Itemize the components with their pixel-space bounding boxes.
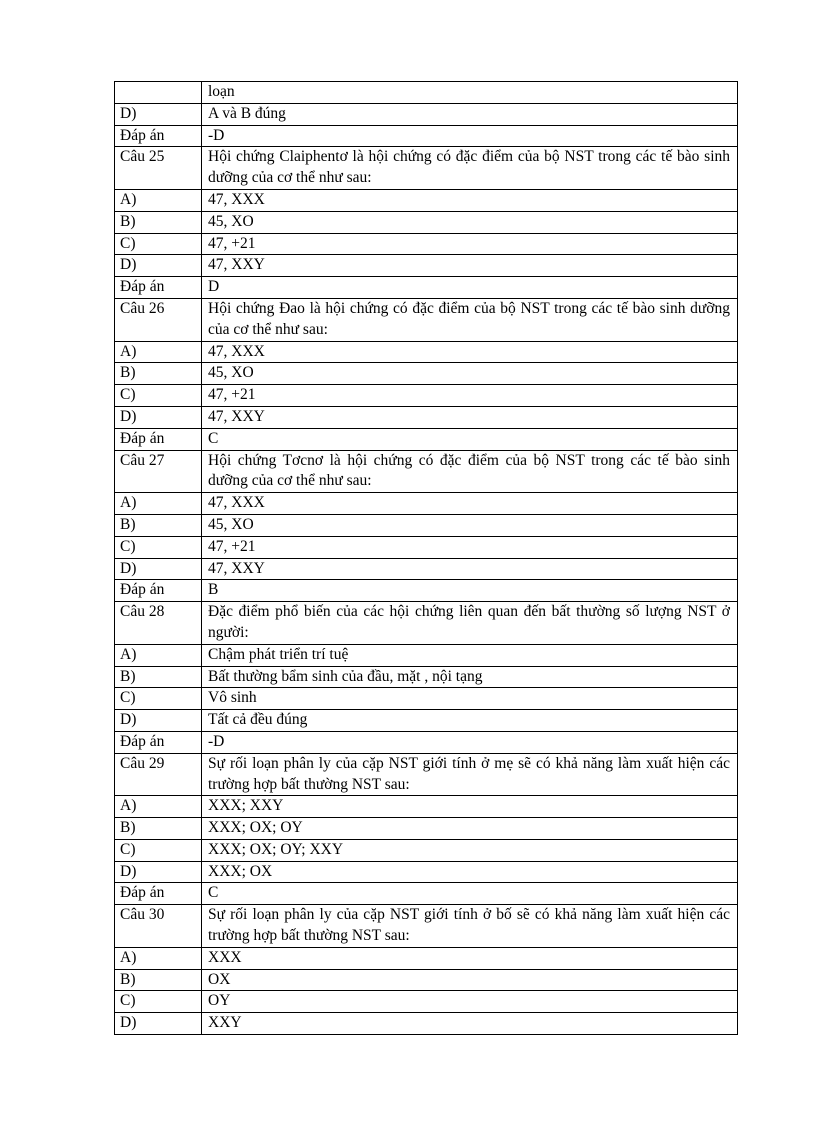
row-text-cell: 47, XXX [202,341,738,363]
row-label-cell: D) [115,1013,202,1035]
row-label-cell: D) [115,710,202,732]
row-label-cell: B) [115,818,202,840]
row-label-cell: C) [115,688,202,710]
table-row [115,493,738,515]
row-label-cell: C) [115,385,202,407]
table-row [115,731,738,753]
row-label-cell: B) [115,514,202,536]
table-row [115,189,738,211]
row-text-cell: Hội chứng Đao là hội chứng có đặc điểm của bộ NST trong các tế bào sinh dưỡng của cơ thể như sau: [202,298,738,341]
row-text-cell: 47, +21 [202,233,738,255]
row-label-cell: Đáp án [115,277,202,299]
row-label-cell: C) [115,233,202,255]
row-text-cell: 47, XXX [202,189,738,211]
row-label-cell: Câu 27 [115,450,202,493]
table-row [115,710,738,732]
row-label-cell: A) [115,341,202,363]
row-text-cell: XXX; OX [202,861,738,883]
row-label-cell: Đáp án [115,428,202,450]
row-text-cell: -D [202,731,738,753]
row-text-cell: C [202,428,738,450]
table-row [115,991,738,1013]
row-text-cell: C [202,883,738,905]
table-row [115,644,738,666]
row-text-cell: 47, XXY [202,558,738,580]
table-row [115,947,738,969]
question-table-body [115,82,738,1035]
table-row [115,580,738,602]
table-row [115,688,738,710]
row-label-cell: B) [115,666,202,688]
row-label-cell: D) [115,406,202,428]
table-row [115,536,738,558]
row-text-cell: OX [202,969,738,991]
row-label-cell: Câu 30 [115,905,202,948]
row-label-cell: A) [115,947,202,969]
row-label-cell: A) [115,796,202,818]
table-row [115,883,738,905]
table-row [115,363,738,385]
row-label-cell: C) [115,839,202,861]
row-text-cell: Hội chứng Tơcnơ là hội chứng có đặc điểm của bộ NST trong các tế bào sinh dưỡng của cơ thể như sau: [202,450,738,493]
row-label-cell: Đáp án [115,580,202,602]
row-label-cell: A) [115,189,202,211]
row-label-cell: B) [115,969,202,991]
row-text-cell: 47, XXY [202,255,738,277]
row-label-cell: C) [115,536,202,558]
table-row [115,211,738,233]
row-text-cell: D [202,277,738,299]
row-text-cell: Hội chứng Claiphentơ là hội chứng có đặc điểm của bộ NST trong các tế bào sinh dưỡng của cơ thể như sau: [202,147,738,190]
row-label-cell: D) [115,861,202,883]
row-text-cell: XXX; XXY [202,796,738,818]
row-label-cell [115,82,202,104]
row-text-cell: 45, XO [202,514,738,536]
row-text-cell: XXX [202,947,738,969]
row-label-cell: Đáp án [115,125,202,147]
table-row [115,818,738,840]
table-row [115,450,738,493]
table-row [115,514,738,536]
question-table [114,81,738,1035]
row-label-cell: D) [115,255,202,277]
row-text-cell: 45, XO [202,211,738,233]
table-row [115,298,738,341]
row-label-cell: Câu 29 [115,753,202,796]
table-row [115,255,738,277]
row-label-cell: C) [115,991,202,1013]
row-text-cell: Sự rối loạn phân ly của cặp NST giới tính ở mẹ sẽ có khả năng làm xuất hiện các trường hợp bất thường NST sau: [202,753,738,796]
row-label-cell: A) [115,493,202,515]
row-text-cell: XXY [202,1013,738,1035]
row-text-cell: Tất cả đều đúng [202,710,738,732]
table-row [115,753,738,796]
row-text-cell: 47, +21 [202,536,738,558]
row-text-cell: A và B đúng [202,103,738,125]
row-text-cell: Bất thường bẩm sinh của đầu, mặt , nội tạng [202,666,738,688]
table-row [115,385,738,407]
row-label-cell: Câu 28 [115,602,202,645]
row-text-cell: -D [202,125,738,147]
table-row [115,905,738,948]
row-text-cell: Đặc điểm phổ biến của các hội chứng liên quan đến bất thường số lượng NST ở người: [202,602,738,645]
row-label-cell: A) [115,644,202,666]
table-row [115,406,738,428]
table-row [115,428,738,450]
table-row [115,839,738,861]
row-text-cell: XXX; OX; OY; XXY [202,839,738,861]
row-text-cell: 47, +21 [202,385,738,407]
table-row [115,277,738,299]
table-row [115,796,738,818]
table-row [115,82,738,104]
row-label-cell: Câu 25 [115,147,202,190]
table-row [115,969,738,991]
table-row [115,558,738,580]
row-text-cell: 45, XO [202,363,738,385]
row-text-cell: Chậm phát triển trí tuệ [202,644,738,666]
table-row [115,341,738,363]
table-row [115,666,738,688]
table-row [115,233,738,255]
row-text-cell: Sự rối loạn phân ly của cặp NST giới tính ở bố sẽ có khả năng làm xuất hiện các trường hợp bất thường NST sau: [202,905,738,948]
table-row [115,103,738,125]
row-text-cell: OY [202,991,738,1013]
row-label-cell: Câu 26 [115,298,202,341]
row-label-cell: B) [115,363,202,385]
row-label-cell: B) [115,211,202,233]
table-row [115,861,738,883]
row-text-cell: Vô sinh [202,688,738,710]
row-label-cell: Đáp án [115,731,202,753]
table-row [115,1013,738,1035]
row-text-cell: 47, XXX [202,493,738,515]
row-text-cell: XXX; OX; OY [202,818,738,840]
table-row [115,602,738,645]
row-label-cell: D) [115,103,202,125]
table-row [115,125,738,147]
row-label-cell: D) [115,558,202,580]
row-label-cell: Đáp án [115,883,202,905]
row-text-cell: 47, XXY [202,406,738,428]
row-text-cell: loạn [202,82,738,104]
table-row [115,147,738,190]
row-text-cell: B [202,580,738,602]
